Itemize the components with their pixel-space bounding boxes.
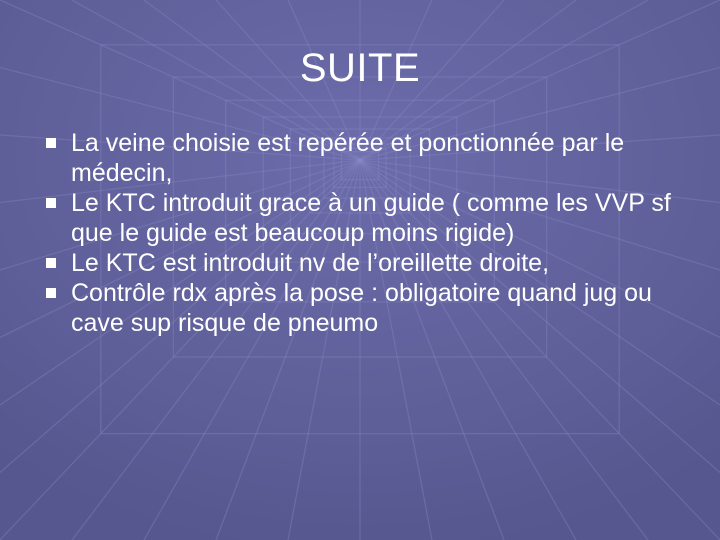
slide-title: SUITE [299, 46, 421, 90]
bullet-item [43, 128, 693, 188]
bullet-text: Contrôle rdx après la pose : obligatoire quand jug ou cave sup risque de pneumo [71, 279, 652, 337]
square-bullet-icon [46, 138, 56, 148]
bullet-item [43, 278, 693, 338]
bullet-text: La veine choisie est repérée et ponctionnée par le médecin, [71, 129, 625, 187]
square-bullet-icon [46, 198, 56, 208]
bullet-item [43, 248, 693, 278]
bullet-item [43, 188, 693, 248]
square-bullet-icon [46, 288, 56, 298]
square-bullet-icon [46, 258, 56, 268]
bullet-list [43, 128, 693, 338]
bullet-text: Le KTC est introduit nv de l’oreillette droite, [71, 249, 550, 277]
bullet-text: Le KTC introduit grace à un guide ( comme les VVP sf que le guide est beaucoup moins rigide) [71, 189, 671, 247]
